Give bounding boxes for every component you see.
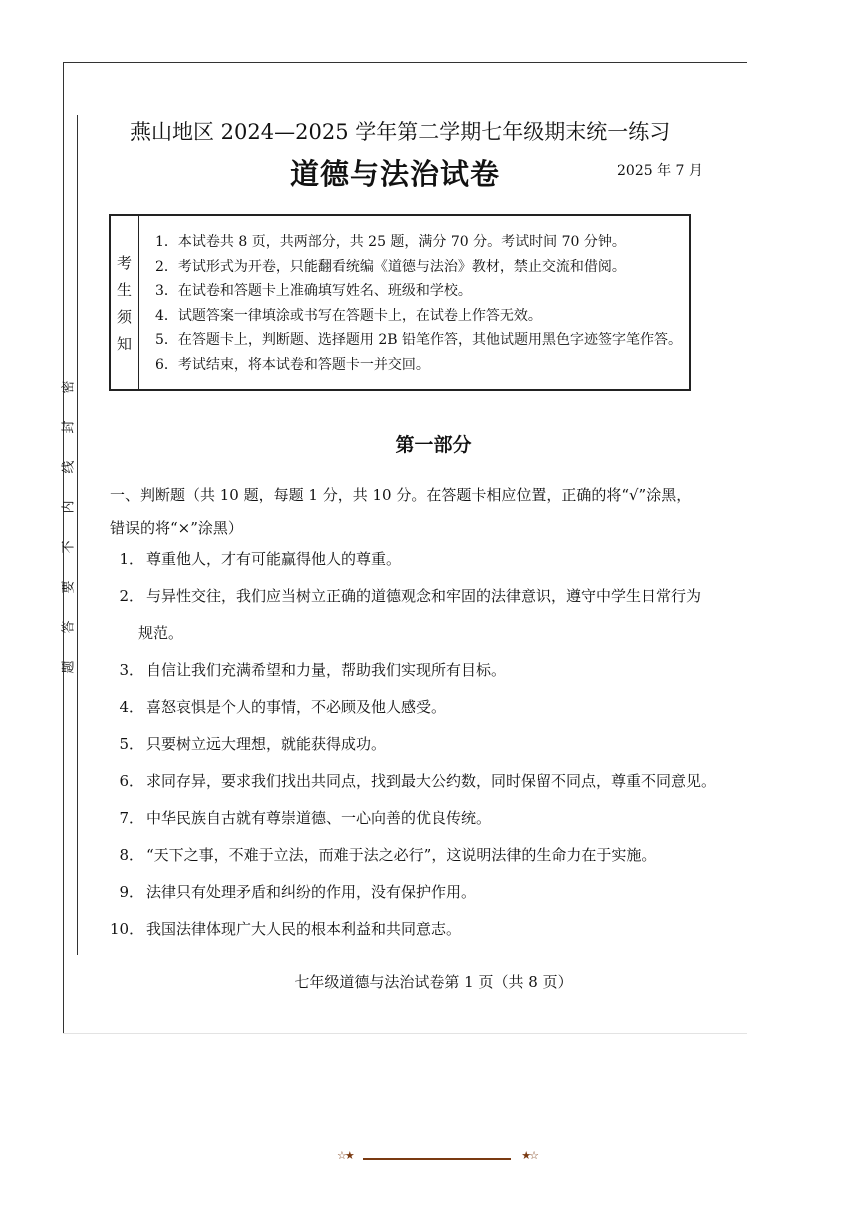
notice-box <box>109 214 691 391</box>
question-text: 求同存异，要求我们找出共同点，找到最大公约数，同时保留不同点，尊重不同意见。 <box>146 772 717 790</box>
question-number: 6． <box>119 772 144 790</box>
section-heading <box>110 479 710 545</box>
question-text: 只要树立远大理想，就能获得成功。 <box>146 735 387 753</box>
question-text-continuation: 规范。 <box>138 624 184 642</box>
subject-title: 道德与法治试卷 <box>290 157 501 191</box>
question-item <box>110 807 710 844</box>
binding-char: 题 <box>61 660 77 674</box>
question-number: 9． <box>119 883 144 901</box>
star-icon: ★☆ <box>521 1149 537 1162</box>
question-number: 3． <box>119 661 144 679</box>
notice-item: 5．在答题卡上，判断题、选择题用 2B 铅笔作答，其他试题用黑色字迹签字笔作答。 <box>155 332 683 348</box>
question-text: 法律只有处理矛盾和纠纷的作用，没有保护作用。 <box>146 883 477 901</box>
part-heading: 第一部分 <box>395 434 472 456</box>
notice-label-char: 生 <box>116 280 132 299</box>
question-number: 2． <box>119 587 144 605</box>
question-text: 与异性交往，我们应当树立正确的道德观念和牢固的法律意识，遵守中学生日常行为 <box>146 587 702 605</box>
question-number: 7． <box>119 809 144 827</box>
question-text: 尊重他人，才有可能赢得他人的尊重。 <box>146 550 402 568</box>
page-frame-bottom <box>63 1033 747 1034</box>
binding-char: 不 <box>61 540 77 554</box>
question-text: “天下之事，不难于立法，而难于法之必行”，这说明法律的生命力在于实施。 <box>146 846 657 864</box>
notice-item: 6．考试结束，将本试卷和答题卡一并交回。 <box>155 356 430 373</box>
section-heading-line: 一、判断题（共 10 题，每题 1 分，共 10 分。在答题卡相应位置，正确的将“√”涂黑， <box>110 486 692 504</box>
question-item <box>110 844 710 881</box>
binding-char: 线 <box>61 460 77 474</box>
question-number: 1． <box>119 550 144 568</box>
question-item <box>110 548 710 585</box>
notice-label-char: 考 <box>116 253 132 272</box>
question-number: 10． <box>110 920 145 938</box>
page-frame-top <box>63 62 747 63</box>
decorative-divider <box>337 1149 537 1166</box>
question-number: 8． <box>119 846 144 864</box>
question-text: 喜怒哀惧是个人的事情，不必顾及他人感受。 <box>146 698 447 716</box>
notice-label-char: 须 <box>116 307 132 326</box>
question-item <box>110 696 710 733</box>
notice-item: 4．试题答案一律填涂或书写在答题卡上，在试卷上作答无效。 <box>155 307 542 324</box>
exam-date: 2025 年 7 月 <box>617 163 703 179</box>
binding-char: 要 <box>61 580 77 594</box>
binding-char: 密 <box>61 380 77 394</box>
question-number: 5． <box>119 735 144 753</box>
question-text: 自信让我们充满希望和力量，帮助我们实现所有目标。 <box>146 661 507 679</box>
question-item <box>110 918 710 955</box>
question-list <box>110 548 717 955</box>
binding-char: 内 <box>61 500 77 514</box>
question-item <box>110 770 717 807</box>
exam-title: 燕山地区 2024—2025 学年第二学期七年级期末统一练习 <box>130 120 671 144</box>
section-heading-line: 错误的将“×”涂黑） <box>110 519 243 537</box>
question-number: 4． <box>119 698 144 716</box>
binding-char: 封 <box>61 420 77 434</box>
question-text: 中华民族自古就有尊崇道德、一心向善的优良传统。 <box>146 809 492 827</box>
star-icon: ☆★ <box>337 1149 353 1162</box>
notice-label-char: 知 <box>116 334 132 353</box>
question-text: 我国法律体现广大人民的根本利益和共同意志。 <box>146 920 462 938</box>
notice-label <box>111 216 139 389</box>
question-item <box>110 733 710 770</box>
notice-item: 2．考试形式为开卷，只能翻看统编《道德与法治》教材，禁止交流和借阅。 <box>155 258 626 275</box>
notice-item: 3．在试卷和答题卡上准确填写姓名、班级和学校。 <box>155 283 472 299</box>
notice-list <box>155 230 695 377</box>
question-item <box>110 585 710 659</box>
page-footer: 七年级道德与法治试卷第 1 页（共 8 页） <box>294 973 573 991</box>
binding-margin-text <box>62 380 78 674</box>
binding-char: 答 <box>61 620 77 634</box>
question-item <box>110 881 710 918</box>
divider-line <box>363 1158 511 1160</box>
notice-item: 1．本试卷共 8 页，共两部分，共 25 题，满分 70 分。考试时间 70 分钟。 <box>155 234 626 250</box>
question-item <box>110 659 710 696</box>
